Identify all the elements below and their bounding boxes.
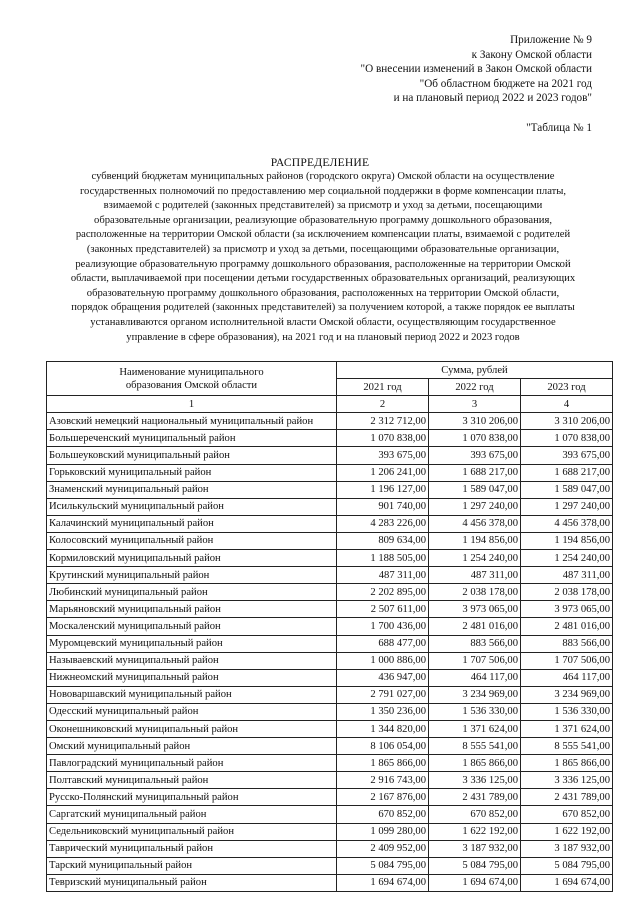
municipality-name: Нововаршавский муниципальный район bbox=[47, 686, 337, 703]
amount-2021: 2 916 743,00 bbox=[337, 772, 429, 789]
amount-2021: 393 675,00 bbox=[337, 447, 429, 464]
amount-2022: 670 852,00 bbox=[429, 806, 521, 823]
amount-2021: 436 947,00 bbox=[337, 669, 429, 686]
amount-2022: 3 234 969,00 bbox=[429, 686, 521, 703]
amount-2021: 688 477,00 bbox=[337, 635, 429, 652]
municipality-name: Саргатский муниципальный район bbox=[47, 806, 337, 823]
municipality-name: Омский муниципальный район bbox=[47, 738, 337, 755]
amount-2022: 1 254 240,00 bbox=[429, 550, 521, 567]
table-row bbox=[47, 618, 613, 635]
amount-2022: 1 371 624,00 bbox=[429, 720, 521, 737]
amount-2023: 1 371 624,00 bbox=[521, 720, 613, 737]
table-label: "Таблица № 1 bbox=[526, 122, 592, 134]
amount-2022: 1 688 217,00 bbox=[429, 464, 521, 481]
subtitle-line: расположенные на территории Омской области (за исключением компенсации платы, взимаемой с родителей bbox=[75, 229, 571, 241]
amount-2021: 1 000 886,00 bbox=[337, 652, 429, 669]
municipality-name: Нижнеомский муниципальный район bbox=[47, 669, 337, 686]
document-subtitle bbox=[40, 170, 606, 345]
municipality-name: Русско-Полянский муниципальный район bbox=[47, 789, 337, 806]
amount-2023: 1 622 192,00 bbox=[521, 823, 613, 840]
amount-2023: 1 865 866,00 bbox=[521, 755, 613, 772]
subtitle-line: устанавливаются органом исполнительной власти Омской области, осуществляющим государственное bbox=[90, 316, 556, 328]
amount-2023: 2 481 016,00 bbox=[521, 618, 613, 635]
amount-2023: 8 555 541,00 bbox=[521, 738, 613, 755]
amount-2023: 1 070 838,00 bbox=[521, 430, 613, 447]
column-number: 1 bbox=[47, 396, 337, 413]
table-row bbox=[47, 840, 613, 857]
municipality-name: Большеуковский муниципальный район bbox=[47, 447, 337, 464]
table-row bbox=[47, 532, 613, 549]
column-number: 3 bbox=[429, 396, 521, 413]
amount-2022: 464 117,00 bbox=[429, 669, 521, 686]
municipality-name: Калачинский муниципальный район bbox=[47, 515, 337, 532]
municipality-name: Колосовский муниципальный район bbox=[47, 532, 337, 549]
subtitle-line: образовательные организации, реализующие образовательную программу дошкольного образования, bbox=[94, 214, 552, 226]
amount-2022: 1 694 674,00 bbox=[429, 874, 521, 891]
column-number: 4 bbox=[521, 396, 613, 413]
column-number: 2 bbox=[337, 396, 429, 413]
table-row bbox=[47, 447, 613, 464]
amount-2021: 901 740,00 bbox=[337, 498, 429, 515]
document-title: РАСПРЕДЕЛЕНИЕ bbox=[270, 156, 370, 169]
table-body bbox=[47, 413, 613, 892]
appendix-line: "О внесении изменений в Закон Омской области bbox=[360, 63, 592, 76]
table-row bbox=[47, 567, 613, 584]
municipality-name: Тарский муниципальный район bbox=[47, 857, 337, 874]
amount-2021: 809 634,00 bbox=[337, 532, 429, 549]
amount-2023: 883 566,00 bbox=[521, 635, 613, 652]
amount-2021: 1 196 127,00 bbox=[337, 481, 429, 498]
table-row bbox=[47, 857, 613, 874]
table-row bbox=[47, 669, 613, 686]
table-row bbox=[47, 874, 613, 891]
municipality-name: Марьяновский муниципальный район bbox=[47, 601, 337, 618]
amount-2022: 1 589 047,00 bbox=[429, 481, 521, 498]
amount-2023: 3 187 932,00 bbox=[521, 840, 613, 857]
table-row bbox=[47, 430, 613, 447]
column-header-2022: 2022 год bbox=[429, 379, 521, 396]
municipality-name: Исилькульский муниципальный район bbox=[47, 498, 337, 515]
amount-2023: 3 973 065,00 bbox=[521, 601, 613, 618]
municipality-name: Москаленский муниципальный район bbox=[47, 618, 337, 635]
table-row bbox=[47, 686, 613, 703]
column-header-sum: Сумма, рублей bbox=[337, 362, 613, 379]
amount-2021: 8 106 054,00 bbox=[337, 738, 429, 755]
amount-2023: 1 707 506,00 bbox=[521, 652, 613, 669]
amount-2021: 2 167 876,00 bbox=[337, 789, 429, 806]
amount-2022: 1 070 838,00 bbox=[429, 430, 521, 447]
municipality-name: Оконешниковский муниципальный район bbox=[47, 720, 337, 737]
amount-2023: 1 297 240,00 bbox=[521, 498, 613, 515]
amount-2023: 4 456 378,00 bbox=[521, 515, 613, 532]
table-row bbox=[47, 806, 613, 823]
amount-2022: 3 973 065,00 bbox=[429, 601, 521, 618]
table-row bbox=[47, 498, 613, 515]
amount-2022: 1 536 330,00 bbox=[429, 703, 521, 720]
amount-2021: 2 791 027,00 bbox=[337, 686, 429, 703]
subtitle-line: государственных полномочий по предоставлению мер социальной поддержки в форме компенсации платы, bbox=[79, 185, 567, 197]
appendix-line: Приложение № 9 bbox=[510, 34, 592, 46]
amount-2022: 1 865 866,00 bbox=[429, 755, 521, 772]
municipality-name: Большереченский муниципальный район bbox=[47, 430, 337, 447]
subtitle-line: порядок обращения родителей (законных представителей) за получением которой, а также порядок ее выплаты bbox=[71, 302, 575, 314]
table-row bbox=[47, 413, 613, 430]
municipality-name: Одесский муниципальный район bbox=[47, 703, 337, 720]
column-header-municipality: Наименование муниципального образования Омской области bbox=[47, 362, 337, 396]
amount-2022: 487 311,00 bbox=[429, 567, 521, 584]
appendix-line: к Закону Омской области bbox=[471, 48, 592, 61]
amount-2021: 1 206 241,00 bbox=[337, 464, 429, 481]
subtitle-line: реализующие образовательную программу дошкольного образования, расположенные на территории Омской bbox=[75, 258, 571, 270]
amount-2022: 8 555 541,00 bbox=[429, 738, 521, 755]
table-row bbox=[47, 823, 613, 840]
appendix-reference bbox=[361, 33, 592, 106]
amount-2022: 1 297 240,00 bbox=[429, 498, 521, 515]
amount-2021: 1 188 505,00 bbox=[337, 550, 429, 567]
table-row bbox=[47, 635, 613, 652]
amount-2021: 1 694 674,00 bbox=[337, 874, 429, 891]
amount-2023: 2 431 789,00 bbox=[521, 789, 613, 806]
amount-2023: 670 852,00 bbox=[521, 806, 613, 823]
municipality-name: Муромцевский муниципальный район bbox=[47, 635, 337, 652]
table-row bbox=[47, 703, 613, 720]
amount-2022: 2 038 178,00 bbox=[429, 584, 521, 601]
municipality-name: Называевский муниципальный район bbox=[47, 652, 337, 669]
amount-2023: 1 254 240,00 bbox=[521, 550, 613, 567]
amount-2022: 1 622 192,00 bbox=[429, 823, 521, 840]
amount-2021: 5 084 795,00 bbox=[337, 857, 429, 874]
table-row bbox=[47, 738, 613, 755]
amount-2023: 393 675,00 bbox=[521, 447, 613, 464]
amount-2023: 1 688 217,00 bbox=[521, 464, 613, 481]
amount-2021: 487 311,00 bbox=[337, 567, 429, 584]
amount-2022: 5 084 795,00 bbox=[429, 857, 521, 874]
amount-2023: 2 038 178,00 bbox=[521, 584, 613, 601]
amount-2021: 670 852,00 bbox=[337, 806, 429, 823]
subtitle-line: образовательную программу дошкольного образования, расположенных на территории Омской области, bbox=[86, 287, 560, 299]
municipality-name: Крутинский муниципальный район bbox=[47, 567, 337, 584]
table-header-row bbox=[47, 362, 613, 379]
amount-2022: 1 194 856,00 bbox=[429, 532, 521, 549]
municipality-name: Павлоградский муниципальный район bbox=[47, 755, 337, 772]
amount-2022: 393 675,00 bbox=[429, 447, 521, 464]
amount-2023: 1 694 674,00 bbox=[521, 874, 613, 891]
amount-2021: 2 202 895,00 bbox=[337, 584, 429, 601]
amount-2023: 3 234 969,00 bbox=[521, 686, 613, 703]
subtitle-line: субвенций бюджетам муниципальных районов (городского округа) Омской области на осуществление bbox=[91, 171, 555, 182]
amount-2022: 4 456 378,00 bbox=[429, 515, 521, 532]
table-row bbox=[47, 601, 613, 618]
subtitle-line: области, выплачиваемой при посещении детьми государственных образовательных организаций, реализующих bbox=[70, 273, 576, 285]
amount-2021: 1 700 436,00 bbox=[337, 618, 429, 635]
amount-2021: 2 507 611,00 bbox=[337, 601, 429, 618]
amount-2021: 1 099 280,00 bbox=[337, 823, 429, 840]
table-row bbox=[47, 755, 613, 772]
amount-2021: 4 283 226,00 bbox=[337, 515, 429, 532]
table-row bbox=[47, 464, 613, 481]
amount-2023: 3 310 206,00 bbox=[521, 413, 613, 430]
municipality-name: Кормиловский муниципальный район bbox=[47, 550, 337, 567]
subtitle-line: (законных представителей) за присмотр и уход за детьми, посещающими образовательные организации, bbox=[86, 243, 560, 255]
amount-2023: 464 117,00 bbox=[521, 669, 613, 686]
municipality-name: Знаменский муниципальный район bbox=[47, 481, 337, 498]
amount-2023: 487 311,00 bbox=[521, 567, 613, 584]
appendix-line: "Об областном бюджете на 2021 год bbox=[419, 77, 592, 90]
table-row bbox=[47, 515, 613, 532]
table-row bbox=[47, 772, 613, 789]
column-header-2023: 2023 год bbox=[521, 379, 613, 396]
column-header-2021: 2021 год bbox=[337, 379, 429, 396]
table-row bbox=[47, 789, 613, 806]
municipality-name: Любинский муниципальный район bbox=[47, 584, 337, 601]
amount-2023: 1 589 047,00 bbox=[521, 481, 613, 498]
amount-2022: 883 566,00 bbox=[429, 635, 521, 652]
amount-2023: 1 194 856,00 bbox=[521, 532, 613, 549]
amount-2023: 3 336 125,00 bbox=[521, 772, 613, 789]
municipality-name: Азовский немецкий национальный муниципальный район bbox=[47, 413, 337, 430]
amount-2022: 1 707 506,00 bbox=[429, 652, 521, 669]
table-row bbox=[47, 584, 613, 601]
amount-2022: 3 336 125,00 bbox=[429, 772, 521, 789]
amount-2021: 2 312 712,00 bbox=[337, 413, 429, 430]
municipality-name: Тевризский муниципальный район bbox=[47, 874, 337, 891]
amount-2022: 2 481 016,00 bbox=[429, 618, 521, 635]
municipality-name: Таврический муниципальный район bbox=[47, 840, 337, 857]
amount-2021: 1 865 866,00 bbox=[337, 755, 429, 772]
amount-2021: 1 350 236,00 bbox=[337, 703, 429, 720]
amount-2022: 3 310 206,00 bbox=[429, 413, 521, 430]
amount-2023: 5 084 795,00 bbox=[521, 857, 613, 874]
distribution-table bbox=[46, 361, 613, 892]
amount-2023: 1 536 330,00 bbox=[521, 703, 613, 720]
municipality-name: Горьковский муниципальный район bbox=[47, 464, 337, 481]
table-row bbox=[47, 720, 613, 737]
subtitle-line: взимаемой с родителей (законных представителей) за присмотр и уход за детьми, посещающими bbox=[103, 200, 543, 212]
amount-2021: 1 344 820,00 bbox=[337, 720, 429, 737]
municipality-name: Полтавский муниципальный район bbox=[47, 772, 337, 789]
table-row bbox=[47, 550, 613, 567]
amount-2022: 2 431 789,00 bbox=[429, 789, 521, 806]
column-number-row bbox=[47, 396, 613, 413]
subtitle-line: управление в сфере образования), на 2021 год и на плановый период 2022 и 2023 годов bbox=[126, 331, 520, 343]
amount-2022: 3 187 932,00 bbox=[429, 840, 521, 857]
amount-2021: 2 409 952,00 bbox=[337, 840, 429, 857]
appendix-line: и на плановый период 2022 и 2023 годов" bbox=[393, 92, 592, 105]
table-row bbox=[47, 652, 613, 669]
table-row bbox=[47, 481, 613, 498]
municipality-name: Седельниковский муниципальный район bbox=[47, 823, 337, 840]
amount-2021: 1 070 838,00 bbox=[337, 430, 429, 447]
